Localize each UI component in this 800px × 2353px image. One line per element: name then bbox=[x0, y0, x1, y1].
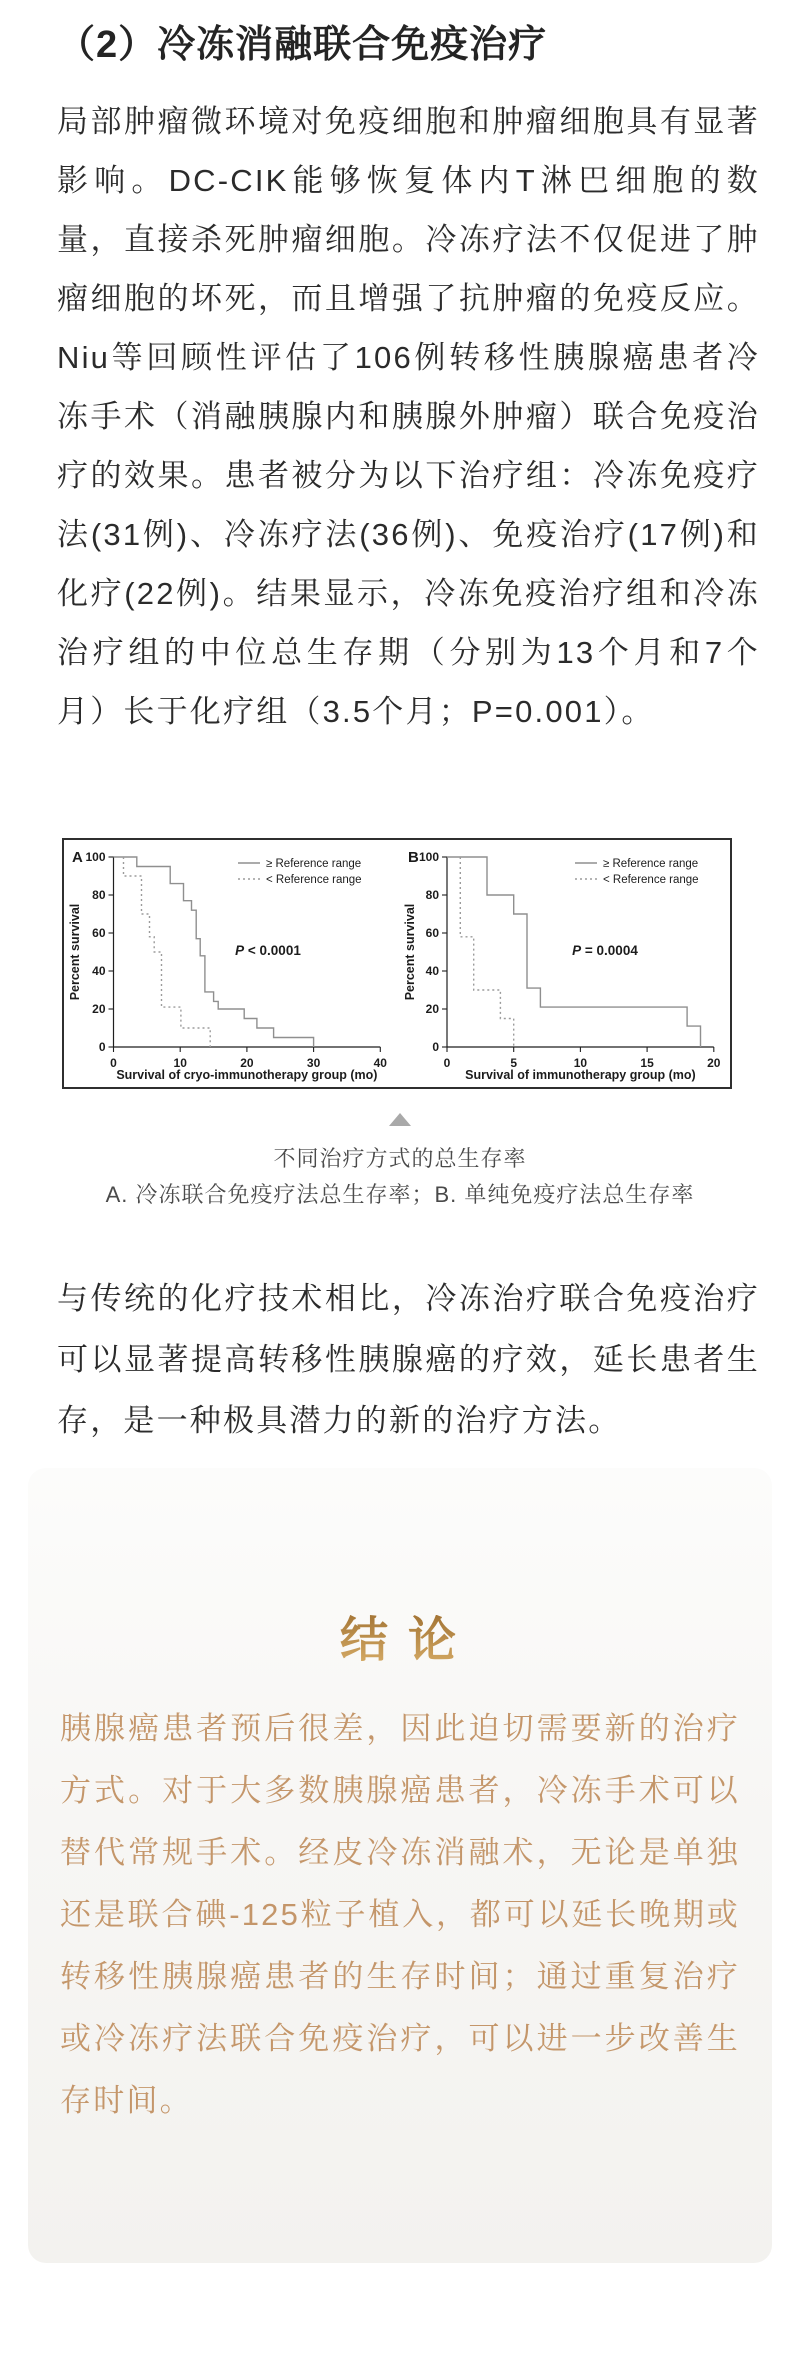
conclusion-card bbox=[28, 1468, 772, 2263]
conclusion-title: 结 论 bbox=[60, 1615, 740, 1667]
figure-caption-subtitle: A. 冷冻联合免疫疗法总生存率；B. 单纯免疫疗法总生存率 bbox=[105, 1182, 695, 1207]
conclusion-body: 胰腺癌患者预后很差，因此迫切需要新的治疗方式。对于大多数胰腺癌患者，冷冻手术可以替代常规手术。经皮冷冻消融术，无论是单独还是联合碘-125粒子植入，都可以延长晚期或转移性胰腺癌患者的生存时间；通过重复治疗或冷冻疗法联合免疫治疗，可以进一步改善生存时间。 bbox=[60, 1711, 740, 2118]
svg-text:B: B bbox=[408, 849, 419, 866]
svg-text:15: 15 bbox=[640, 1056, 654, 1070]
paragraph-intro: 局部肿瘤微环境对免疫细胞和肿瘤细胞具有显著影响。DC-CIK能够恢复体内T淋巴细胞的数量，直接杀死肿瘤细胞。冷冻疗法不仅促进了肿瘤细胞的坏死，而且增强了抗肿瘤的免疫反应。Niu等回顾性评估了106例转移性胰腺癌患者冷冻手术（消融胰腺内和胰腺外肿瘤）联合免疫治疗的效果。患者被分为以下治疗组：冷冻免疫疗法(31例)、冷冻疗法(36例)、免疫治疗(17例)和化疗(22例)。结果显示，冷冻免疫治疗组和冷冻治疗组的中位总生存期（分别为13个月和7个月）长于化疗组（3.5个月；P=0.001）。 bbox=[57, 104, 760, 729]
svg-text:A: A bbox=[72, 849, 83, 866]
svg-text:< Reference range: < Reference range bbox=[603, 874, 699, 886]
svg-text:Survival of immunotherapy grou: Survival of immunotherapy group (mo) bbox=[465, 1068, 696, 1082]
svg-text:30: 30 bbox=[306, 1056, 321, 1070]
svg-text:0: 0 bbox=[98, 1040, 106, 1054]
svg-text:100: 100 bbox=[85, 850, 106, 864]
svg-text:Percent survival: Percent survival bbox=[68, 903, 82, 1001]
svg-text:40: 40 bbox=[373, 1056, 387, 1070]
svg-text:0: 0 bbox=[432, 1040, 439, 1054]
figure-caption-title: 不同治疗方式的总生存率 bbox=[273, 1146, 527, 1171]
caption-arrow-icon bbox=[389, 1113, 411, 1126]
svg-text:40: 40 bbox=[425, 964, 439, 978]
svg-text:0: 0 bbox=[110, 1056, 117, 1070]
section-heading: （2）冷冻消融联合免疫治疗 bbox=[57, 24, 548, 66]
svg-text:40: 40 bbox=[92, 964, 106, 978]
svg-text:≥ Reference range: ≥ Reference range bbox=[266, 858, 362, 870]
svg-text:20: 20 bbox=[240, 1056, 254, 1070]
svg-text:Percent survival: Percent survival bbox=[403, 903, 417, 1001]
svg-text:10: 10 bbox=[173, 1056, 187, 1070]
svg-text:80: 80 bbox=[92, 888, 106, 902]
svg-text:20: 20 bbox=[92, 1002, 106, 1016]
svg-text:60: 60 bbox=[425, 926, 439, 940]
paragraph-summary: 与传统的化疗技术相比，冷冻治疗联合免疫治疗可以显著提高转移性胰腺癌的疗效，延长患者生存，是一种极具潜力的新的治疗方法。 bbox=[57, 1281, 760, 1438]
svg-text:≥ Reference range: ≥ Reference range bbox=[603, 858, 699, 870]
svg-text:P < 0.0001: P < 0.0001 bbox=[235, 943, 301, 958]
svg-text:< Reference range: < Reference range bbox=[266, 874, 362, 886]
svg-text:Survival of cryo-immunotherapy: Survival of cryo-immunotherapy group (mo) bbox=[116, 1068, 378, 1082]
svg-text:80: 80 bbox=[425, 888, 439, 902]
survival-figure bbox=[62, 838, 732, 1089]
svg-text:10: 10 bbox=[573, 1056, 588, 1070]
svg-text:60: 60 bbox=[92, 926, 106, 940]
svg-text:5: 5 bbox=[510, 1056, 518, 1070]
survival-chart bbox=[64, 840, 730, 1087]
svg-text:100: 100 bbox=[418, 850, 439, 864]
svg-text:P = 0.0004: P = 0.0004 bbox=[572, 943, 638, 958]
svg-text:0: 0 bbox=[443, 1056, 451, 1070]
svg-text:20: 20 bbox=[425, 1002, 439, 1016]
svg-text:20: 20 bbox=[707, 1056, 721, 1070]
